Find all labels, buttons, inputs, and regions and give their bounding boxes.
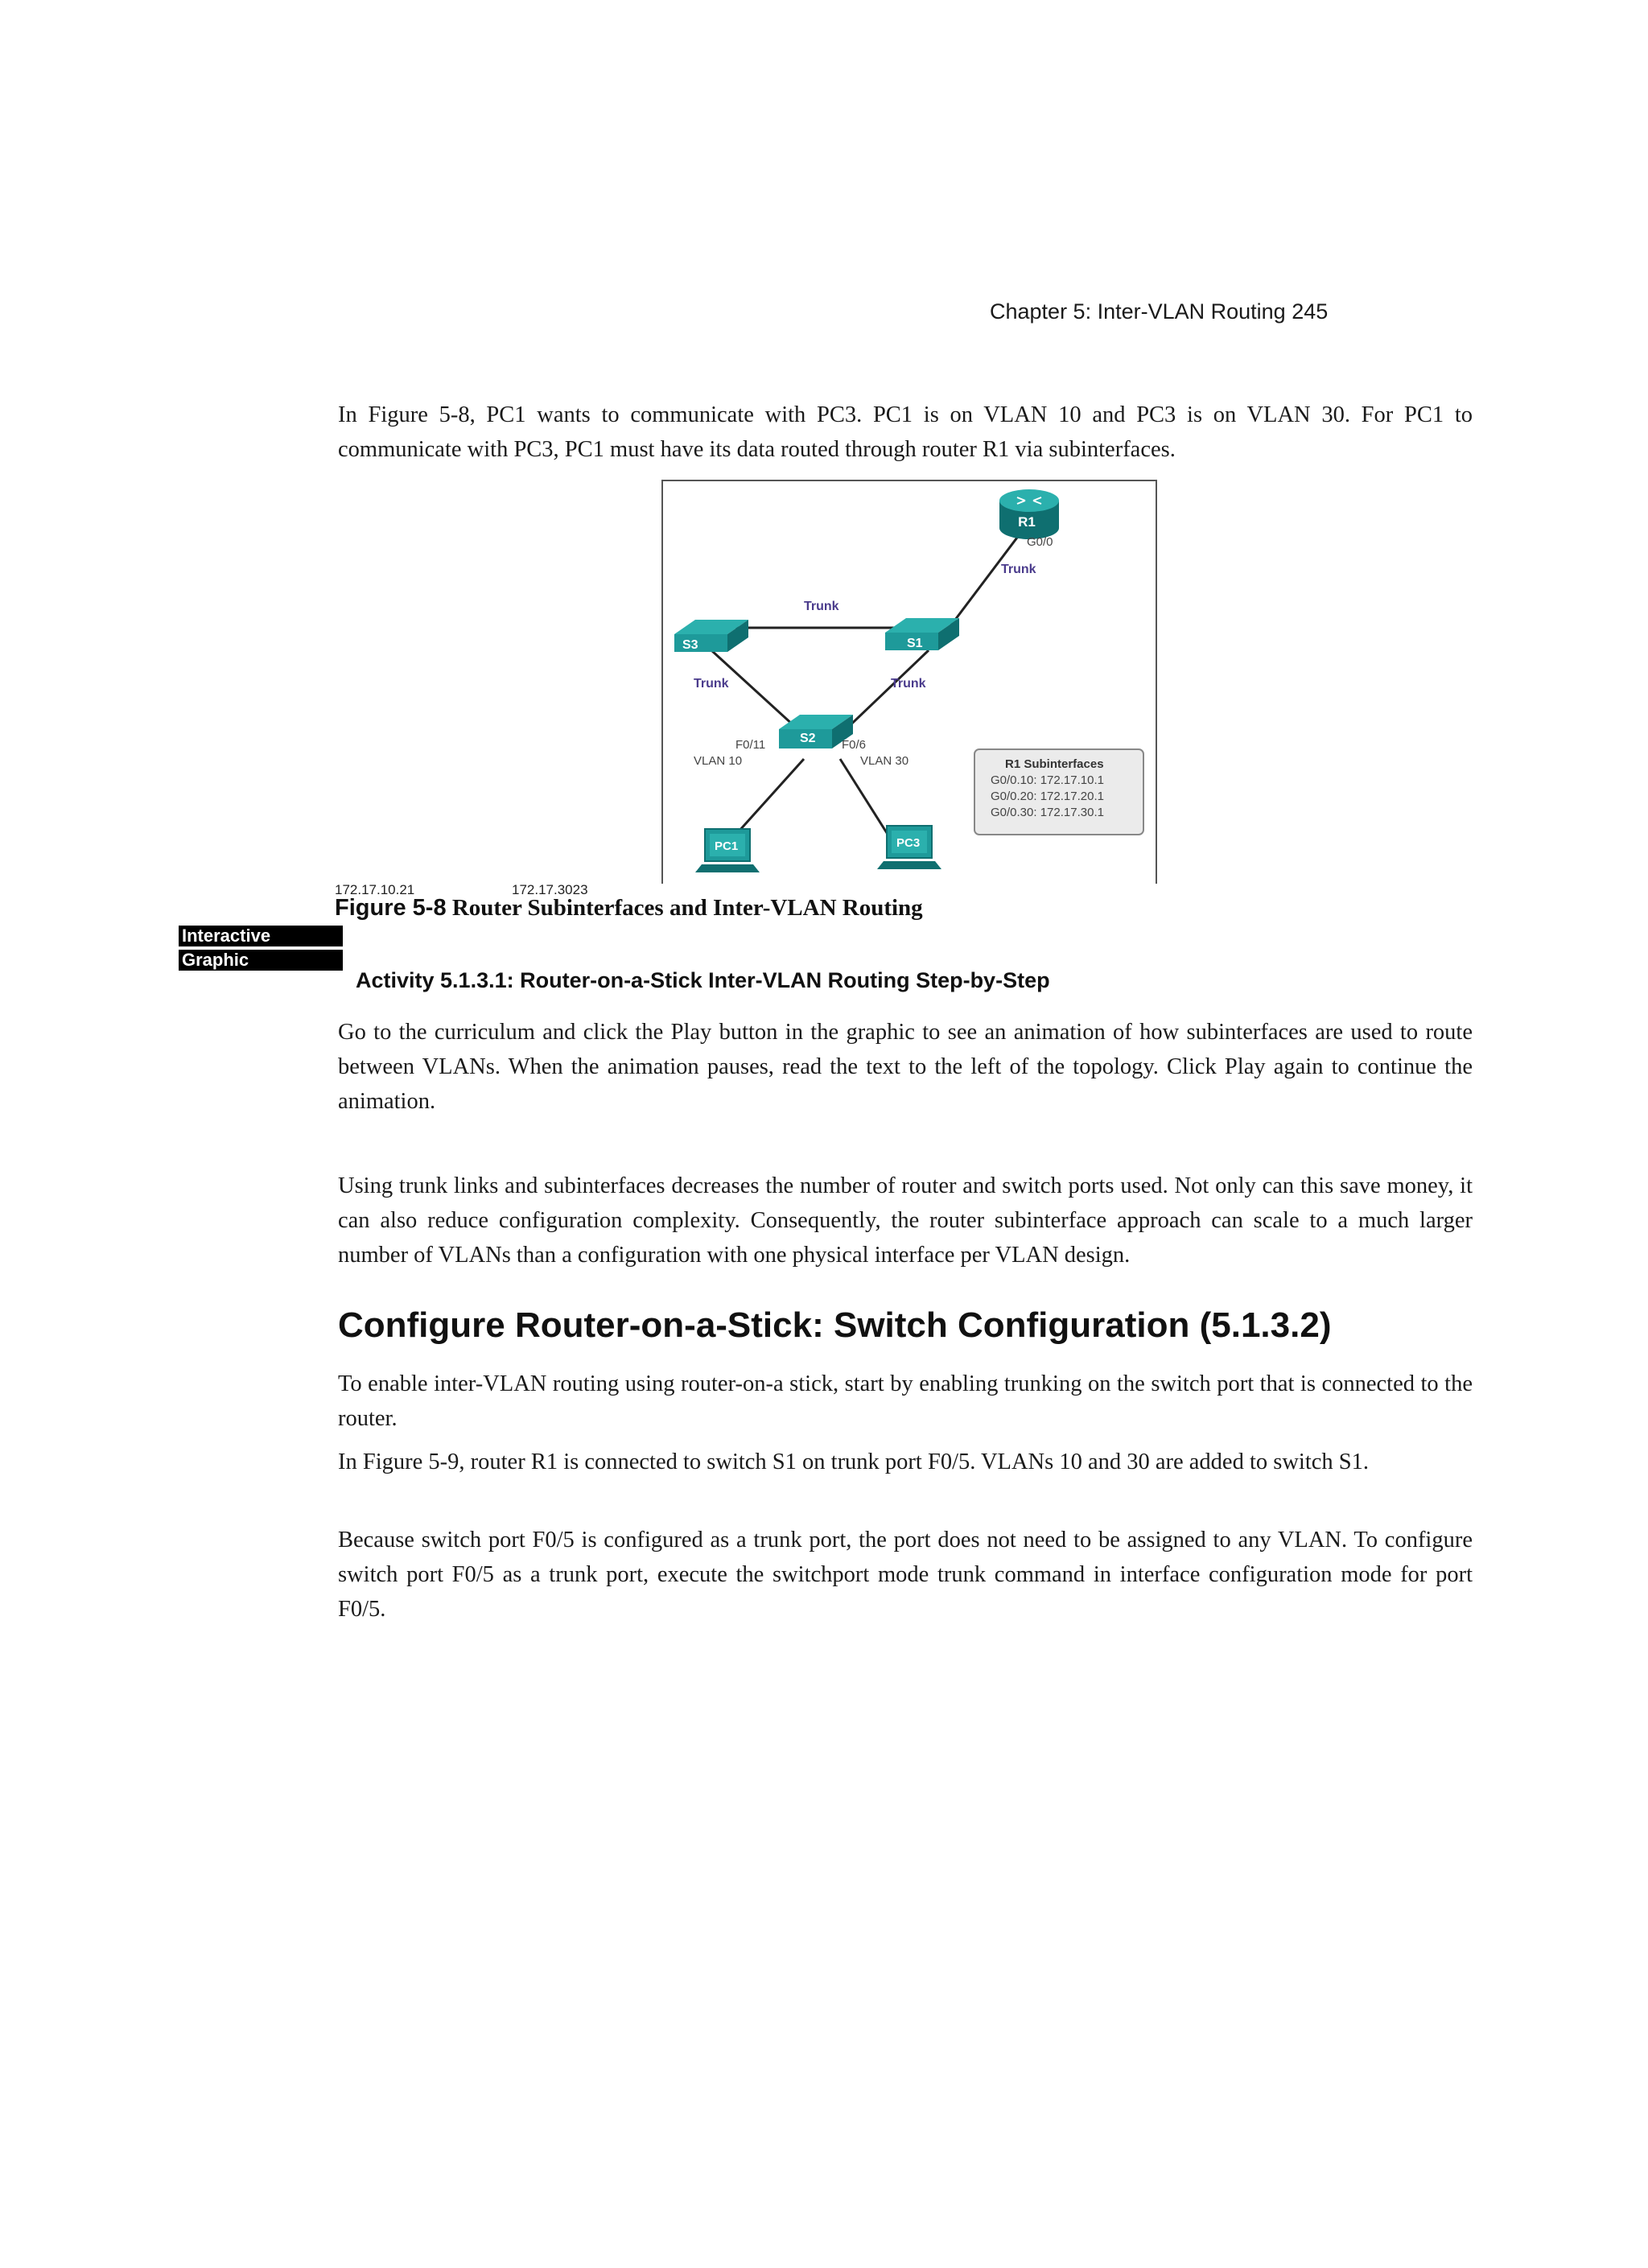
topology-figure: [661, 480, 1157, 884]
r1-port-label: G0/0: [1027, 535, 1053, 549]
s2-port-right-label: F0/6: [842, 738, 867, 752]
figure-caption: [335, 895, 923, 922]
switch-s3-label: S3: [682, 638, 698, 652]
activity-title: Activity 5.1.3.1: Router-on-a-Stick Inter-VLAN Routing Step-by-Step: [356, 968, 1050, 992]
pc3-label: PC3: [896, 836, 921, 850]
subinterface-line: G0/0.20: 172.17.20.1: [991, 790, 1104, 803]
figure-title: Router Subinterfaces and Inter-VLAN Routing: [451, 895, 923, 921]
figure-number: Figure 5-8: [335, 895, 447, 921]
intro-paragraph: In Figure 5-8, PC1 wants to communicate with PC3. PC1 is on VLAN 10 and PC3 is on VLAN 30. For PC1 to communicate with PC3, PC1 must have its data routed through router R1 via subinterfaces.: [338, 402, 1473, 462]
section-paragraph: To enable inter-VLAN routing using router-on-a stick, start by enabling trunking on the switch port that is connected to the router.: [338, 1371, 1473, 1431]
s2-port-left-label: F0/11: [735, 738, 766, 752]
trunk-label-s3-s2: Trunk: [694, 677, 729, 691]
pc3-ip-label: 172.17.3023: [512, 882, 588, 897]
trunk-paragraph: Using trunk links and subinterfaces decreases the number of router and switch ports used. Not only can this save money, it can also reduce configuration complexity. Consequently, the router subinterface approach can scale to a much larger number of VLANs than a configuration with one physical interface per VLAN design.: [338, 1173, 1473, 1268]
link-s2-pc3: [840, 759, 888, 835]
subinterfaces-title: R1 Subinterfaces: [1005, 757, 1104, 771]
activity-paragraph: Go to the curriculum and click the Play button in the graphic to see an animation of how subinterfaces are used to route between VLANs. When the animation pauses, read the text to the left of the topology. Click Play again to continue the animation.: [338, 1020, 1473, 1114]
s2-vlan-right-label: VLAN 30: [860, 754, 909, 768]
running-head: Chapter 5: Inter-VLAN Routing 245: [990, 299, 1329, 324]
s2-vlan-left-label: VLAN 10: [694, 754, 743, 768]
router-r1-label: R1: [1018, 514, 1036, 530]
switch-s1-label: S1: [907, 637, 923, 650]
trunk-label-s1-s2: Trunk: [891, 677, 926, 691]
subinterface-line: G0/0.30: 172.17.30.1: [991, 806, 1104, 819]
link-s1-s2: [840, 650, 929, 735]
subinterface-line: G0/0.10: 172.17.10.1: [991, 773, 1104, 787]
interactive-graphic-badge: Graphic: [179, 950, 343, 971]
trunk-label-r1-s1: Trunk: [1001, 563, 1036, 576]
pc1-ip-label: 172.17.10.21: [335, 882, 415, 897]
section-paragraph: Because switch port F0/5 is configured as a trunk port, the port does not need to be assigned to any VLAN. To configure switch port F0/5 as a trunk port, execute the switchport mode trunk command in interface configuration mode for port F0/5.: [338, 1528, 1473, 1622]
section-paragraph: In Figure 5-9, router R1 is connected to switch S1 on trunk port F0/5. VLANs 10 and 30 are added to switch S1.: [338, 1449, 1370, 1474]
switch-s2-label: S2: [800, 732, 816, 745]
section-heading: Configure Router-on-a-Stick: Switch Configuration (5.1.3.2): [338, 1305, 1332, 1345]
trunk-label-s3-s1: Trunk: [804, 600, 839, 613]
pc1-label: PC1: [715, 839, 739, 853]
interactive-graphic-badge: Interactive: [179, 926, 343, 946]
link-s2-pc1: [731, 759, 804, 839]
